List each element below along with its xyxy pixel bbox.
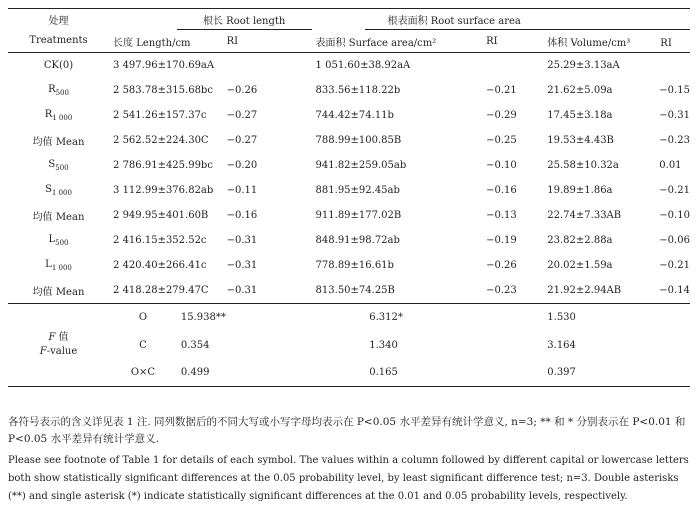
- fvalue-surface: 0.165: [365, 359, 543, 387]
- cell-surface-ri: −0.10: [486, 160, 517, 171]
- fvalue-factor: O×C: [109, 359, 177, 387]
- cell-length-value: 2 583.78±315.68bc: [113, 85, 213, 96]
- row-treatment-label: $L_{500}$: [48, 234, 69, 247]
- cell-surface-ri: −0.13: [486, 210, 517, 221]
- row-treatment-label: $L_{1 000}$: [45, 259, 72, 272]
- cell-length-ri: [225, 53, 312, 79]
- fvalue-length: 0.499: [177, 359, 365, 387]
- table-row: [8, 103, 690, 128]
- fvalue-surface: 6.312*: [369, 312, 403, 323]
- subhead-surface-area: 表面积 Surface area/cm²: [312, 30, 485, 53]
- cell-surface-ri: −0.25: [486, 135, 517, 146]
- fvalue-volume: 1.530: [547, 312, 576, 323]
- table-row: [8, 178, 690, 203]
- table-row: [8, 203, 690, 228]
- cell-length-value: 2 949.95±401.60B: [113, 210, 209, 221]
- table-row: [8, 153, 690, 178]
- header-root-surface-area: 根表面积 Root surface area: [365, 9, 543, 30]
- cell-surface-value: 911.89±177.02B: [315, 210, 402, 221]
- fvalue-row: [8, 304, 690, 332]
- cell-surface-ri: −0.29: [486, 110, 517, 121]
- fvalue-volume: 0.397: [543, 359, 690, 387]
- cell-volume: 22.74±7.33AB −0.10: [547, 210, 690, 221]
- cell-length-value: 3 497.96±170.69aA: [113, 60, 215, 71]
- cell-surface-value: 848.91±98.72ab: [315, 235, 400, 246]
- cell-length-value: 3 112.99±376.82ab: [113, 185, 214, 196]
- row-treatment-label: $S_{500}$: [48, 159, 69, 172]
- cell-volume: 23.82±2.88a −0.06: [547, 235, 690, 246]
- cell-length-value: 2 786.91±425.99bc: [113, 160, 213, 171]
- fvalue-label: F 值 F-value: [39, 332, 78, 357]
- cell-surface-value: 1 051.60±38.92aA: [315, 60, 411, 71]
- fvalue-factor: O: [138, 312, 148, 323]
- fvalue-factor: C: [139, 339, 147, 351]
- fvalue-row: [8, 359, 690, 387]
- cell-length-ri: −0.11: [226, 185, 258, 196]
- root-morphology-table: [8, 8, 690, 387]
- cell-volume: 19.53±4.43B −0.23: [547, 135, 690, 146]
- cell-length-value: 2 416.15±352.52c: [113, 235, 207, 246]
- cell-surface-value: 778.89±16.61b: [315, 260, 394, 271]
- cell-length-ri: −0.27: [226, 110, 258, 121]
- fvalue-body: [8, 304, 690, 387]
- row-treatment-label: CK(0): [43, 60, 74, 71]
- cell-length-ri: −0.26: [226, 85, 258, 96]
- cell-surface-ri: −0.16: [486, 185, 517, 196]
- cell-surface-ri: [484, 53, 543, 79]
- header-treatments-en: Treatments: [8, 30, 109, 53]
- row-treatment-label: $S_{1 000}$: [45, 184, 72, 197]
- header-treatments-zh: 处理: [8, 9, 109, 30]
- header-root-length: 根长 Root length: [177, 9, 312, 30]
- fvalue-row: [8, 331, 690, 359]
- cell-volume: 25.29±3.13aA: [547, 60, 620, 71]
- row-treatment-label: $R_{500}$: [48, 84, 69, 97]
- note-english: Please see footnote of Table 1 for details of each symbol. The values within a column followed by different capital or lowercase letters both show statistically significant differences at the 0.05 probability level, by least significant difference test; n=3. Double asterisks (**) and single asterisk (*) indicate statistically significant differences at the 0.01 and 0.05 probability levels, respectively.: [8, 455, 689, 502]
- row-treatment-label: 均值 Mean: [32, 287, 85, 298]
- cell-length-value: 2 562.52±224.30C: [113, 135, 209, 146]
- table-row: [8, 78, 690, 103]
- cell-surface-value: 813.50±74.25B: [315, 285, 395, 296]
- row-treatment-label: 均值 Mean: [32, 137, 85, 148]
- cell-surface-value: 744.42±74.11b: [315, 110, 394, 121]
- cell-surface-value: 833.56±118.22b: [315, 85, 401, 96]
- table-body: [8, 53, 690, 304]
- note-chinese: 各符号表示的含义详见表 1 注. 同列数据后的不同大写或小写字母均表示在 P<0.05 水平差异有统计学意义, n=3; ** 和 * 分别表示在 P<0.01 和 P<0.05 水平差异有统计学意义.: [8, 416, 686, 445]
- subhead-ri-length: RI: [225, 30, 312, 53]
- table-row: [8, 128, 690, 153]
- cell-surface-ri: −0.26: [486, 260, 517, 271]
- subhead-ri-volume: RI: [660, 37, 672, 49]
- subhead-volume: 体积 Volume/cm³ RI: [543, 30, 690, 53]
- cell-length-ri: −0.27: [226, 135, 258, 146]
- subhead-length: 长度 Length/cm: [109, 30, 225, 53]
- cell-surface-value: 881.95±92.45ab: [315, 185, 400, 196]
- cell-length-value: 2 420.40±266.41c: [113, 260, 207, 271]
- cell-volume: 25.58±10.32a 0.01: [547, 160, 682, 171]
- cell-length-ri: −0.31: [226, 260, 258, 271]
- table-row: [8, 53, 690, 79]
- cell-length-ri: −0.31: [226, 285, 258, 296]
- header-root-volume: [543, 9, 690, 30]
- row-treatment-label: 均值 Mean: [32, 212, 85, 223]
- table-row: [8, 278, 690, 304]
- cell-length-ri: −0.31: [226, 235, 258, 246]
- cell-surface-ri: −0.21: [486, 85, 517, 96]
- subhead-ri-surface: RI: [484, 30, 543, 53]
- cell-length-ri: −0.20: [226, 160, 258, 171]
- cell-surface-ri: −0.19: [486, 235, 517, 246]
- table-row: [8, 253, 690, 278]
- cell-volume: 21.62±5.09a −0.15: [547, 85, 690, 96]
- cell-surface-ri: −0.23: [486, 285, 517, 296]
- fvalue-length: 0.354: [180, 339, 210, 351]
- cell-surface-value: 941.82±259.05ab: [315, 160, 407, 171]
- row-treatment-label: $R_{1 000}$: [44, 109, 73, 122]
- cell-length-value: 2 418.28±279.47C: [113, 285, 209, 296]
- cell-surface-value: 788.99±100.85B: [315, 135, 402, 146]
- fvalue-length: 15.938**: [180, 312, 226, 323]
- cell-volume: 21.92±2.94AB −0.14: [547, 285, 690, 296]
- table-row: [8, 228, 690, 253]
- fvalue-surface: 1.340: [369, 339, 398, 351]
- fvalue-volume: 3.164: [547, 339, 576, 351]
- cell-length-ri: −0.16: [226, 210, 258, 221]
- cell-volume: 19.89±1.86a −0.21: [547, 185, 690, 196]
- cell-volume: 20.02±1.59a −0.21: [547, 260, 690, 271]
- cell-length-value: 2 541.26±157.37c: [113, 110, 207, 121]
- cell-volume: 17.45±3.18a −0.31: [547, 110, 690, 121]
